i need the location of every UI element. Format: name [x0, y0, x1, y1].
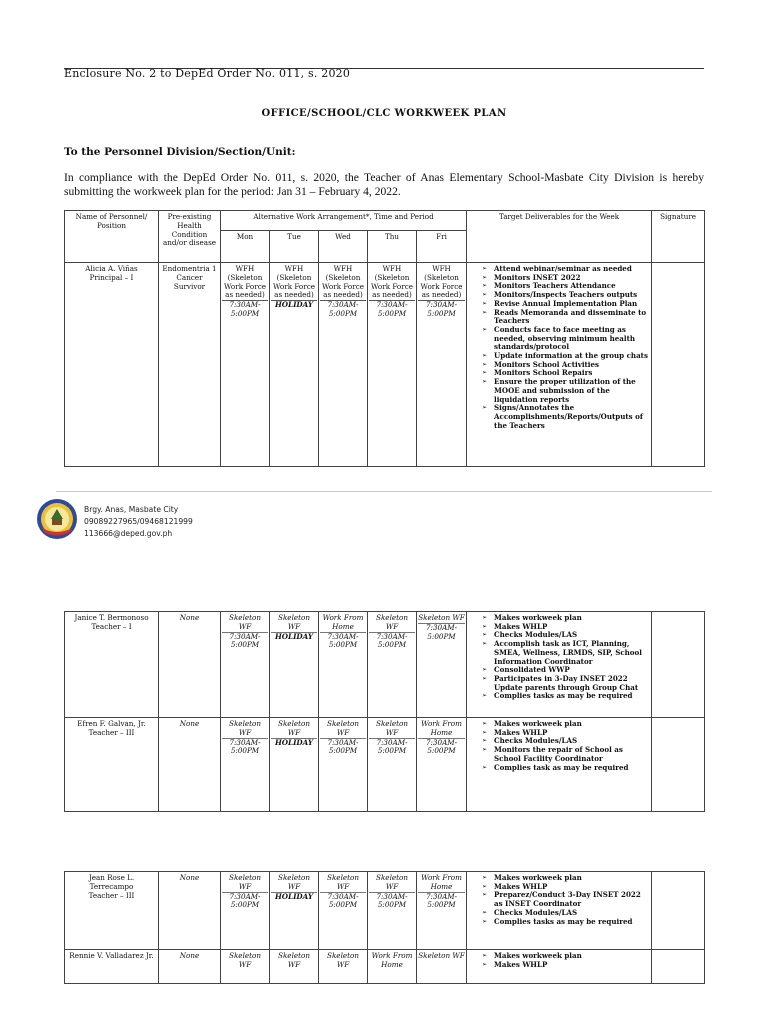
- day-cell: Skeleton WF: [221, 950, 270, 984]
- arrangement-text: Skeleton WF: [229, 613, 261, 631]
- deliverable-text: Signs/Annotates the Accomplishments/Reports/Outputs of the Teachers: [494, 403, 643, 430]
- document-title: OFFICE/SCHOOL/CLC WORKWEEK PLAN: [261, 108, 507, 119]
- deliverable-text: Monitors School Activities: [494, 359, 600, 369]
- deliverable-text: Preparez/Conduct 3-Day INSET 2022 as INSET Coordinator: [494, 890, 641, 909]
- arrangement-text: Skeleton WF: [327, 719, 359, 737]
- arrow-bullet-icon: ➢: [482, 692, 488, 700]
- deliverables-cell: [467, 872, 652, 950]
- list-item: [472, 746, 648, 763]
- time-text: 7:30AM-5:00PM: [376, 891, 408, 910]
- personnel-name: Efren F. Galvan, Jr.: [77, 719, 146, 728]
- day-cell: [221, 263, 270, 467]
- arrangement-text: Skeleton WF: [278, 613, 310, 631]
- day-cell: [270, 718, 319, 812]
- workweek-table-teachers-2: [64, 871, 705, 984]
- time-text: 7:30AM-5:00PM: [229, 891, 261, 910]
- day-cell: [368, 612, 417, 718]
- deliverable-text: Makes WHLP: [494, 621, 548, 631]
- arrangement-text: WFH (Skeleton Work Force as needed): [273, 264, 315, 300]
- arrow-bullet-icon: ➢: [482, 640, 488, 648]
- deliverables-list: [468, 720, 650, 772]
- personnel-cell: [65, 263, 159, 467]
- day-cell: Work From Home: [368, 950, 417, 984]
- arrangement-text: Skeleton WF: [278, 873, 310, 891]
- deliverable-text: Ensure the proper utilization of the MOOE and submission of the liquidation reports: [494, 377, 636, 404]
- footer-phone: 09089227965/09468121999: [84, 517, 193, 526]
- personnel-position: Teacher – I: [91, 621, 132, 631]
- personnel-name: Janice T. Bermonoso: [74, 613, 149, 622]
- table-row: [65, 612, 705, 718]
- deliverable-text: Consolidated WWP: [494, 665, 570, 675]
- arrow-bullet-icon: ➢: [482, 763, 488, 771]
- arrangement-text: Skeleton WF: [229, 873, 261, 891]
- header-day-wed: Wed: [319, 231, 368, 263]
- time-text: 7:30AM-5:00PM: [327, 300, 359, 318]
- day-cell: [221, 718, 270, 812]
- arrow-bullet-icon: ➢: [482, 404, 488, 412]
- deliverable-text: Complies task as may be required: [494, 762, 629, 772]
- time-text: 7:30AM-5:00PM: [229, 737, 261, 756]
- day-cell: [368, 718, 417, 812]
- day-cell: [221, 872, 270, 950]
- deliverable-text: Makes workweek plan: [494, 873, 582, 882]
- list-item: [472, 692, 648, 701]
- footer-rule: [56, 491, 712, 492]
- table-row: [65, 718, 705, 812]
- health-cell: None: [159, 872, 221, 950]
- arrangement-text: Skeleton WF: [229, 719, 261, 737]
- header-day-tue: Tue: [270, 231, 319, 263]
- deliverable-text: Monitors/Inspects Teachers outputs: [494, 290, 638, 300]
- list-item: [472, 764, 648, 773]
- arrangement-text: WFH (Skeleton Work Force as needed): [371, 264, 413, 300]
- day-cell: [417, 612, 467, 718]
- enclosure-line: Enclosure No. 2 to DepEd Order No. 011, s. 2020: [64, 67, 351, 80]
- arrow-bullet-icon: ➢: [482, 917, 488, 925]
- time-text: HOLIDAY: [274, 300, 314, 310]
- personnel-position: Teacher – III: [88, 890, 135, 900]
- arrow-bullet-icon: ➢: [482, 282, 488, 290]
- deliverables-cell: [467, 950, 652, 984]
- deliverable-text: Conducts face to face meeting as needed, observing minimum health standards/protocol: [494, 324, 636, 352]
- signature-cell: [652, 263, 705, 467]
- time-text: 7:30AM-5:00PM: [229, 300, 261, 318]
- list-item: [472, 309, 648, 326]
- arrangement-text: Work From Home: [322, 613, 364, 631]
- day-cell: [319, 718, 368, 812]
- arrow-bullet-icon: ➢: [482, 273, 488, 281]
- deliverable-text: Attend webinar/seminar as needed: [494, 264, 632, 273]
- table-row: [65, 950, 705, 984]
- personnel-position: Teacher – III: [88, 727, 135, 737]
- deliverable-text: Monitors INSET 2022: [494, 272, 581, 282]
- arrow-bullet-icon: ➢: [482, 291, 488, 299]
- list-item: [472, 640, 648, 666]
- deliverables-cell: [467, 263, 652, 467]
- list-item: [472, 961, 648, 970]
- header-awa: Alternative Work Arrangement*, Time and Period: [221, 211, 467, 231]
- list-item: [472, 378, 648, 404]
- arrow-bullet-icon: ➢: [482, 622, 488, 630]
- deliverable-text: Monitors School Repairs: [494, 368, 593, 378]
- list-item: [472, 326, 648, 352]
- table-row: [65, 872, 705, 950]
- arrow-bullet-icon: ➢: [482, 666, 488, 674]
- arrow-bullet-icon: ➢: [482, 674, 488, 682]
- deliverable-text: Participates in 3-Day INSET 2022 Update parents through Group Chat: [494, 673, 639, 692]
- arrangement-text: WFH (Skeleton Work Force as needed): [224, 264, 266, 300]
- arrow-bullet-icon: ➢: [482, 720, 488, 727]
- arrow-bullet-icon: ➢: [482, 369, 488, 377]
- header-deliverables: Target Deliverables for the Week: [467, 211, 652, 263]
- arrow-bullet-icon: ➢: [482, 614, 488, 621]
- deliverable-text: Monitors Teachers Attendance: [494, 281, 616, 291]
- deliverable-text: Complies tasks as may be required: [494, 691, 633, 701]
- day-cell: [368, 263, 417, 467]
- deliverable-text: Makes workweek plan: [494, 613, 582, 622]
- time-text: HOLIDAY: [274, 631, 314, 641]
- personnel-name: Alicia A. Viñas: [85, 264, 138, 273]
- arrow-bullet-icon: ➢: [482, 882, 488, 890]
- time-text: 7:30AM-5:00PM: [376, 631, 408, 650]
- arrow-bullet-icon: ➢: [482, 746, 488, 754]
- deliverable-text: Makes workweek plan: [494, 719, 582, 728]
- arrangement-text: Skeleton WF: [376, 719, 408, 737]
- arrow-bullet-icon: ➢: [482, 299, 488, 307]
- time-text: 7:30AM-5:00PM: [425, 300, 458, 318]
- arrow-bullet-icon: ➢: [482, 360, 488, 368]
- signature-cell: [652, 872, 705, 950]
- header-day-thu: Thu: [368, 231, 417, 263]
- header-signature: Signature: [652, 211, 705, 263]
- arrangement-text: Work From Home: [421, 719, 462, 737]
- arrangement-text: Skeleton WF: [418, 613, 465, 622]
- list-item: [472, 675, 648, 692]
- health-cell: Endomentria 1 Cancer Survivor: [159, 263, 221, 467]
- time-text: 7:30AM-5:00PM: [425, 891, 458, 910]
- arrow-bullet-icon: ➢: [482, 908, 488, 916]
- arrow-bullet-icon: ➢: [482, 891, 488, 899]
- deliverable-text: Accomplish task as ICT, Planning, SMEA, Wellness, LRMDS, SIP, School Information Coordinator: [494, 639, 642, 666]
- day-cell: [368, 872, 417, 950]
- arrow-bullet-icon: ➢: [482, 352, 488, 360]
- day-cell: [417, 718, 467, 812]
- personnel-cell: [65, 872, 159, 950]
- day-cell: [417, 263, 467, 467]
- arrangement-text: Work From Home: [421, 873, 462, 891]
- header-day-mon: Mon: [221, 231, 270, 263]
- workweek-table-principal: [64, 210, 705, 467]
- day-cell: Skeleton WF: [319, 950, 368, 984]
- day-cell: [270, 612, 319, 718]
- deliverable-text: Monitors the repair of School as School Facility Coordinator: [494, 745, 623, 763]
- deliverable-text: Makes WHLP: [494, 727, 548, 737]
- list-item: [472, 918, 648, 927]
- time-text: 7:30AM-5:00PM: [229, 631, 261, 650]
- list-item: [472, 891, 648, 908]
- deliverables-cell: [467, 612, 652, 718]
- arrow-bullet-icon: ➢: [482, 325, 488, 333]
- time-text: 7:30AM-5:00PM: [327, 891, 359, 910]
- time-text: 7:30AM-5:00PM: [425, 737, 458, 756]
- arrangement-text: Skeleton WF: [278, 719, 310, 737]
- arrow-bullet-icon: ➢: [482, 737, 488, 745]
- footer-contact: [84, 504, 193, 540]
- arrangement-text: Skeleton WF: [327, 873, 359, 891]
- deliverable-text: Makes WHLP: [494, 959, 548, 969]
- time-text: 7:30AM-5:00PM: [376, 300, 408, 318]
- time-text: HOLIDAY: [274, 891, 314, 901]
- header-health: Pre-existing Health Condition and/or disease: [159, 211, 221, 263]
- personnel-name: Jean Rose L. Terrecampo: [88, 873, 135, 891]
- arrangement-text: WFH (Skeleton Work Force as needed): [420, 264, 463, 300]
- time-text: HOLIDAY: [274, 737, 314, 747]
- day-cell: [319, 612, 368, 718]
- table-row: [65, 263, 705, 467]
- arrangement-text: Skeleton WF: [376, 873, 408, 891]
- health-cell: None: [159, 950, 221, 984]
- arrow-bullet-icon: ➢: [482, 631, 488, 639]
- time-text: 7:30AM-5:00PM: [327, 631, 359, 650]
- arrow-bullet-icon: ➢: [482, 952, 488, 959]
- deliverables-cell: [467, 718, 652, 812]
- day-cell: Skeleton WF: [417, 950, 467, 984]
- arrow-bullet-icon: ➢: [482, 378, 488, 386]
- health-cell: None: [159, 718, 221, 812]
- time-text: 7:30AM-5:00PM: [376, 737, 408, 756]
- list-item: [472, 404, 648, 430]
- arrow-bullet-icon: ➢: [482, 308, 488, 316]
- deliverable-text: Makes WHLP: [494, 881, 548, 891]
- personnel-cell: [65, 612, 159, 718]
- arrangement-text: WFH (Skeleton Work Force as needed): [322, 264, 364, 300]
- header-day-fri: Fri: [417, 231, 467, 263]
- deliverable-text: Reads Memoranda and disseminate to Teachers: [494, 307, 647, 326]
- workweek-table-teachers: [64, 611, 705, 812]
- deliverable-text: Checks Modules/LAS: [494, 907, 578, 917]
- day-cell: [319, 263, 368, 467]
- personnel-name: Rennie V. Valladarez Jr.: [69, 951, 154, 960]
- addressee-line: To the Personnel Division/Section/Unit:: [64, 146, 296, 158]
- deliverable-text: Complies tasks as may be required: [494, 916, 633, 926]
- deliverable-text: Update information at the group chats: [494, 351, 648, 361]
- deliverable-text: Makes workweek plan: [494, 951, 582, 960]
- deliverables-list: [468, 265, 650, 430]
- time-text: 7:30AM-5:00PM: [425, 622, 458, 641]
- day-cell: [319, 872, 368, 950]
- arrow-bullet-icon: ➢: [482, 960, 488, 968]
- day-cell: [270, 263, 319, 467]
- deliverables-list: [468, 952, 650, 969]
- arrangement-text: Skeleton WF: [376, 613, 408, 631]
- arrow-bullet-icon: ➢: [482, 874, 488, 881]
- signature-cell: [652, 612, 705, 718]
- header-name: Name of Personnel/ Position: [65, 211, 159, 263]
- deliverable-text: Checks Modules/LAS: [494, 630, 578, 640]
- signature-cell: [652, 950, 705, 984]
- day-cell: Skeleton WF: [270, 950, 319, 984]
- footer-address: Brgy. Anas, Masbate City: [84, 505, 179, 514]
- footer-email: 113666@deped.gov.ph: [84, 529, 173, 538]
- deliverable-text: Checks Modules/LAS: [494, 736, 578, 746]
- health-cell: None: [159, 612, 221, 718]
- day-cell: [270, 872, 319, 950]
- compliance-paragraph: In compliance with the DepEd Order No. 011, s. 2020, the Teacher of Anas Elementary School-Masbate City Division is hereby submitting the workweek plan for the period: Jan 31 – February 4, 2022.: [64, 171, 704, 198]
- time-text: 7:30AM-5:00PM: [327, 737, 359, 756]
- deliverable-text: Revise Annual Implementation Plan: [494, 298, 638, 308]
- day-cell: [221, 612, 270, 718]
- arrow-bullet-icon: ➢: [482, 728, 488, 736]
- deliverables-list: [468, 874, 650, 926]
- day-cell: [417, 872, 467, 950]
- personnel-position: Principal – I: [89, 272, 134, 282]
- personnel-cell: [65, 718, 159, 812]
- school-seal-icon: [36, 498, 78, 540]
- personnel-cell: [65, 950, 159, 984]
- signature-cell: [652, 718, 705, 812]
- arrow-bullet-icon: ➢: [482, 265, 488, 272]
- deliverables-list: [468, 614, 650, 701]
